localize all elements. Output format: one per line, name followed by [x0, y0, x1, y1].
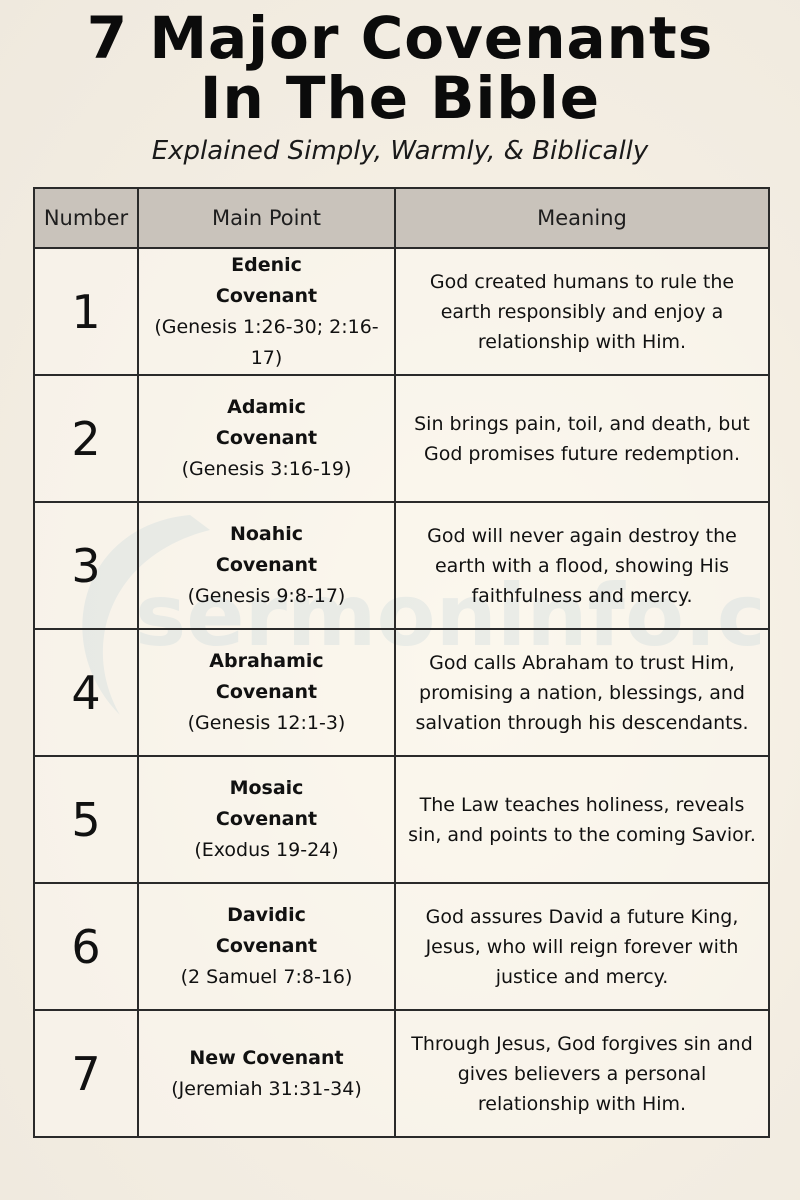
scripture-reference: (Genesis 9:8-17) — [187, 585, 346, 607]
meaning-cell: God created humans to rule the earth responsibly and enjoy a relationship with Him. — [395, 248, 769, 375]
row-number: 4 — [34, 629, 138, 756]
table-row — [34, 756, 769, 883]
table-row — [34, 883, 769, 1010]
title-line-2: In The Bible — [199, 64, 601, 132]
covenant-name: New Covenant — [189, 1046, 344, 1069]
covenant-name: Edenic Covenant — [215, 253, 318, 307]
main-point-cell — [138, 248, 395, 375]
row-number: 1 — [34, 248, 138, 375]
table-row — [34, 375, 769, 502]
covenant-name: Adamic Covenant — [215, 396, 318, 449]
covenant-name: Davidic Covenant — [215, 904, 318, 957]
column-header-meaning: Meaning — [395, 188, 769, 248]
meaning-cell: Through Jesus, God forgives sin and gives believers a personal relationship with Him. — [395, 1010, 769, 1137]
covenant-name: Noahic Covenant — [215, 523, 318, 576]
covenant-name: Abrahamic Covenant — [209, 650, 324, 703]
scripture-reference: (Genesis 3:16-19) — [181, 458, 352, 480]
page-subtitle: Explained Simply, Warmly, & Biblically — [151, 136, 649, 166]
row-number: 7 — [34, 1010, 138, 1137]
main-point-cell — [138, 883, 395, 1010]
scripture-reference: (Jeremiah 31:31-34) — [171, 1077, 362, 1100]
row-number: 5 — [34, 756, 138, 883]
main-point-cell — [138, 1010, 395, 1137]
table-row — [34, 502, 769, 629]
column-header-number: Number — [34, 188, 138, 248]
main-point-cell — [138, 756, 395, 883]
main-point-cell — [138, 375, 395, 502]
scripture-reference: (Exodus 19-24) — [194, 839, 339, 861]
meaning-cell: God will never again destroy the earth with a flood, showing His faithfulness and mercy. — [395, 502, 769, 629]
column-header-main-point: Main Point — [138, 188, 395, 248]
scripture-reference: (Genesis 1:26-30; 2:16-17) — [154, 315, 379, 369]
row-number: 2 — [34, 375, 138, 502]
main-point-cell — [138, 629, 395, 756]
table-row — [34, 248, 769, 375]
row-number: 6 — [34, 883, 138, 1010]
title-line-1: 7 Major Covenants — [86, 4, 714, 72]
table-body — [34, 248, 769, 1137]
row-number: 3 — [34, 502, 138, 629]
page-title — [0, 0, 800, 132]
covenants-table — [33, 187, 770, 1138]
table-header-row — [34, 188, 769, 248]
table-header — [34, 188, 769, 248]
scripture-reference: (2 Samuel 7:8-16) — [180, 966, 353, 988]
header — [0, 0, 800, 168]
table-row — [34, 629, 769, 756]
meaning-cell: God assures David a future King, Jesus, who will reign forever with justice and mercy. — [395, 883, 769, 1010]
scripture-reference: (Genesis 12:1-3) — [187, 712, 346, 734]
meaning-cell: God calls Abraham to trust Him, promising a nation, blessings, and salvation through his descendants. — [395, 629, 769, 756]
meaning-cell: The Law teaches holiness, reveals sin, and points to the coming Savior. — [395, 756, 769, 883]
table-row — [34, 1010, 769, 1137]
meaning-cell: Sin brings pain, toil, and death, but God promises future redemption. — [395, 375, 769, 502]
covenant-name: Mosaic Covenant — [215, 777, 318, 830]
main-point-cell — [138, 502, 395, 629]
